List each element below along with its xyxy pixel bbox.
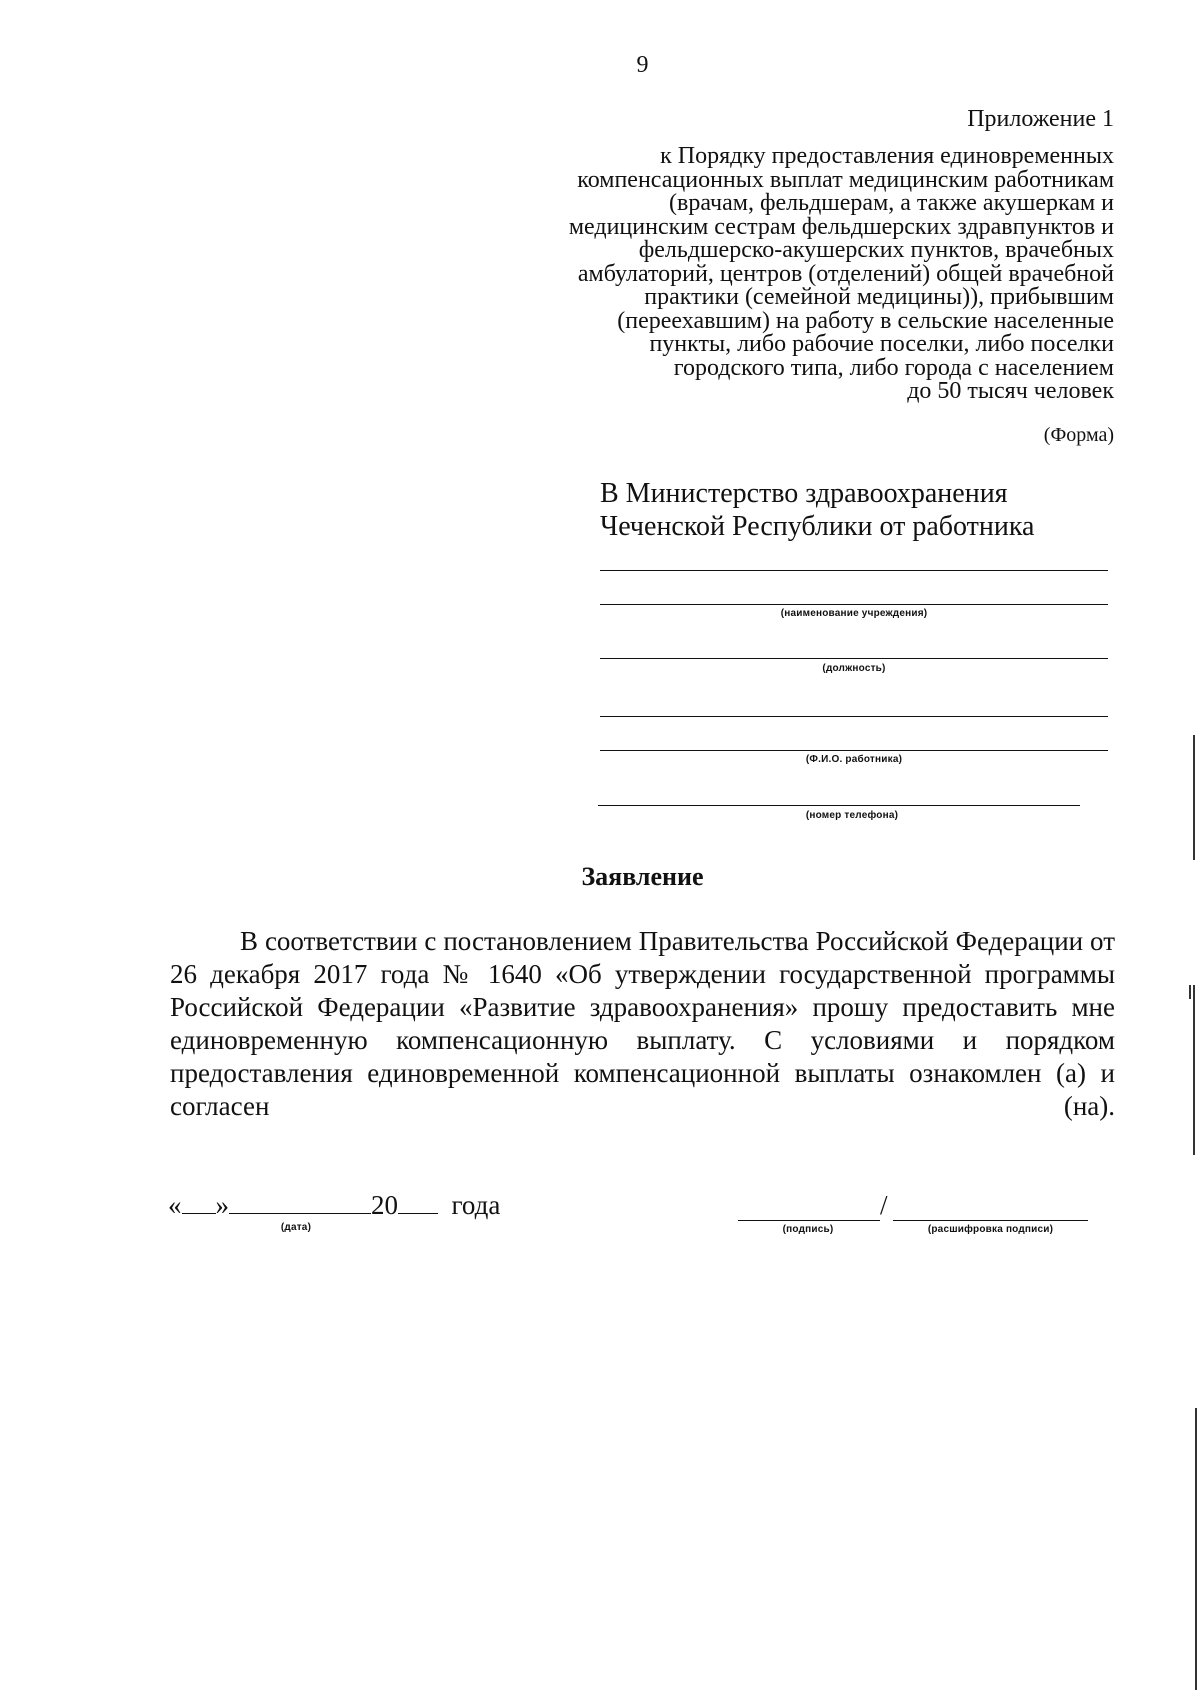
appendix-line: компенсационных выплат медицинским работникам [577, 166, 1114, 193]
form-label: (Форма) [1043, 424, 1114, 446]
appendix-line: медицинским сестрам фельдшерских здравпунктов и [568, 213, 1114, 240]
document-title: Заявление [581, 862, 704, 891]
position-field-line[interactable] [600, 658, 1108, 659]
name-caption: (Ф.И.О. работника) [805, 754, 903, 765]
statement-paragraph: В соответствии с постановлением Правительства Российской Федерации от 26 декабря 2017 года № 1640 «Об утверждении государственной программы Российской Федерации «Развитие здравоохранения» прошу предоставить мне единовременную компенсационную выплату. С условиями и порядком предоставления единовременной компенсационной выплаты ознакомлен (а) и согласен (на). [170, 926, 1115, 1121]
appendix-line: (врачам, фельдшерам, а также акушеркам и [669, 190, 1114, 216]
signature-field-line[interactable] [738, 1220, 880, 1221]
appendix-line: пункты, либо рабочие поселки, либо поселки [649, 331, 1114, 357]
signature-caption: (подпись) [782, 1224, 834, 1235]
month-field[interactable] [229, 1191, 371, 1214]
appendix-line: до 50 тысяч человек [907, 378, 1114, 404]
scan-artifact [1193, 985, 1195, 1155]
phone-field-line[interactable] [598, 805, 1080, 806]
appendix-line: (переехавшим) на работу в сельские населенные [617, 307, 1114, 334]
institution-field-line-2[interactable] [600, 604, 1108, 605]
year-prefix: 20 [371, 1190, 398, 1220]
signature-decode-caption: (расшифровка подписи) [927, 1224, 1054, 1235]
statement-body [170, 925, 1115, 1123]
appendix-title: Приложение 1 [967, 106, 1114, 132]
appendix-description [569, 145, 1114, 404]
addressee-line-1: В Министерство здравоохранения [600, 478, 1008, 509]
appendix-line: к Порядку предоставления единовременных [660, 143, 1114, 169]
scan-artifact [1189, 985, 1191, 999]
signature-decode-field-line[interactable] [893, 1220, 1088, 1221]
appendix-line: амбулаторий, центров (отделений) общей врачебной [577, 260, 1114, 287]
addressee-line-2: Чеченской Республики от работника [600, 511, 1035, 542]
page-number: 9 [636, 52, 649, 78]
name-field-line-2[interactable] [600, 750, 1108, 751]
signature-separator: / [880, 1190, 888, 1220]
date-block [168, 1190, 500, 1221]
year-suffix: года [451, 1190, 501, 1220]
appendix-line: практики (семейной медицины)), прибывшим [644, 284, 1114, 310]
institution-field-line-1[interactable] [600, 570, 1108, 571]
year-field[interactable] [398, 1191, 438, 1214]
scan-artifact [1195, 1408, 1197, 1690]
date-caption: (дата) [280, 1222, 312, 1233]
addressee-block [600, 477, 1034, 543]
scan-artifact [1193, 735, 1195, 860]
position-caption: (должность) [822, 663, 886, 674]
institution-caption: (наименование учреждения) [780, 608, 928, 619]
name-field-line-1[interactable] [600, 716, 1108, 717]
appendix-line: городского типа, либо города с населением [673, 354, 1114, 381]
open-quote: « [168, 1190, 182, 1220]
appendix-line: фельдшерско-акушерских пунктов, врачебных [638, 237, 1114, 263]
close-quote: » [215, 1190, 229, 1220]
phone-caption: (номер телефона) [805, 810, 899, 821]
day-field[interactable] [182, 1191, 216, 1214]
